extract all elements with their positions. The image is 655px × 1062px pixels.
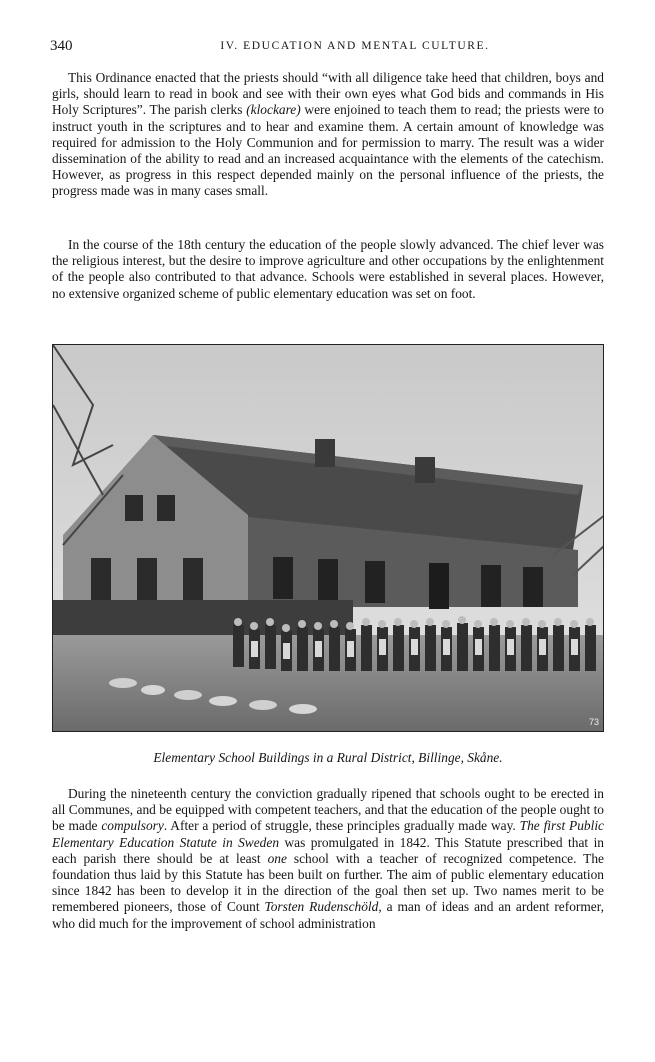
paragraph-ordinance: This Ordinance enacted that the priests should “with all diligence take heed that children, boys and girls, should learn to read in book and see with their own eyes what God bids and commands in His Holy Scriptures”. The parish clerks (klockare) were enjoined to teach them to read; the priests were to instruct youth in the scriptures and to hear and examine them. A certain amount of knowledge was required for admission to the Holy Communion and for permission to marry. The result was a wider dissemination of the ability to read and an increased acquaintance with the elements of the catechism. However, as progress in this respect depended mainly on the personal influence of the priests, the progress made was in many cases small. — [52, 70, 604, 199]
figure-caption: Elementary School Buildings in a Rural District, Billinge, Skåne. — [153, 750, 503, 765]
school-photograph — [52, 344, 604, 732]
running-title: IV. EDUCATION AND MENTAL CULTURE. — [220, 40, 490, 52]
page-header — [50, 38, 610, 58]
paragraph-nineteenth-century: During the nineteenth century the conviction gradually ripened that schools ought to be erected in all Communes, and be equipped with competent teachers, and that the education of the people ought to be made compulsory. After a period of struggle, these principles gradually made way. The first Public Elementary Education Statute in Sweden was promulgated in 1842. This Statute prescribed that in each parish there should be at least one school with a teacher of recognized competence. The foundation thus laid by this Statute has been built on further. The aim of public elementary education since 1842 has been to develop it in the direction of the goal then set up. Two names merit to be remembered pioneers, those of Count Torsten Rudenschöld, a man of ideas and an ardent reformer, who did much for the improvement of school administration — [52, 786, 604, 931]
page-number: 340 — [50, 38, 73, 54]
paragraph-18th-century: In the course of the 18th century the education of the people slowly advanced. The chief lever was the religious interest, but the desire to improve agriculture and other occupations by the enlightenment of the people also contributed to that advance. Schools were established in several places. However, no extensive organized scheme of public elementary education was set on foot. — [52, 237, 604, 301]
term-klockare: (klockare) — [246, 102, 301, 118]
plate-number: 73 — [589, 717, 600, 727]
